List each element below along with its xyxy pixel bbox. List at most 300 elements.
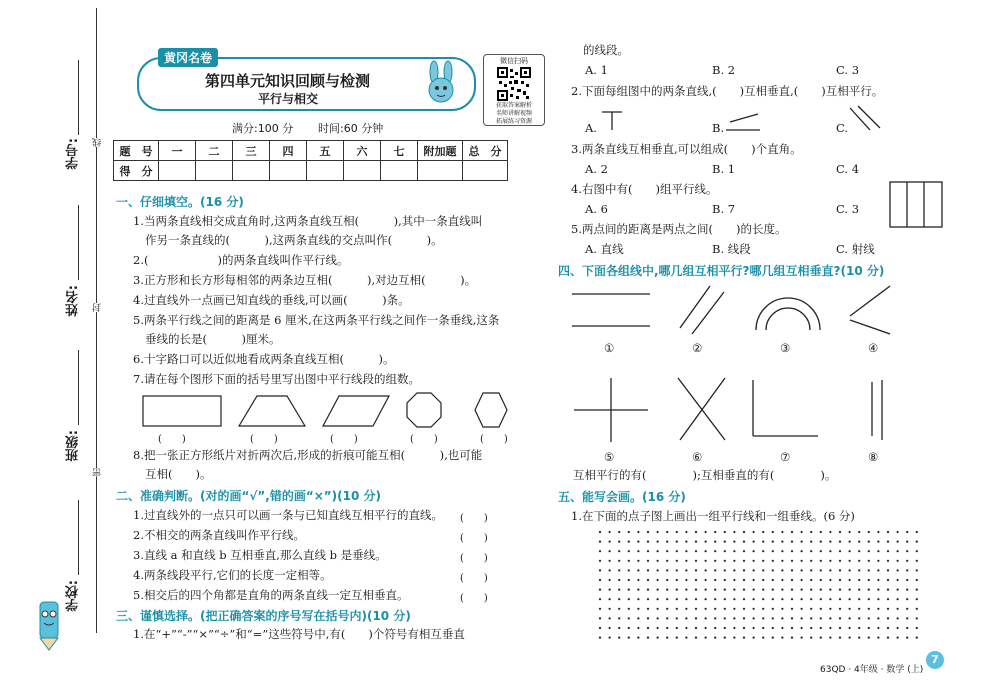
score-cell[interactable]: [270, 161, 307, 181]
grid-dot: [647, 531, 649, 533]
grid-dot: [791, 569, 793, 571]
s3-q5-opt-c[interactable]: C. 射线: [836, 242, 875, 256]
score-cell[interactable]: [463, 161, 508, 181]
grid-dot: [781, 589, 783, 591]
grid-dot: [628, 589, 630, 591]
grid-dot: [695, 531, 697, 533]
grid-dot: [810, 627, 812, 629]
grid-dot: [839, 531, 841, 533]
page-number: 7: [926, 651, 944, 669]
grid-dot: [733, 560, 735, 562]
grid-dot: [637, 589, 639, 591]
grid-dot: [753, 627, 755, 629]
grid-dot: [628, 550, 630, 552]
grid-dot: [628, 598, 630, 600]
s4-answer-line[interactable]: 互相平行的有( );互相垂直的有( )。: [573, 468, 837, 482]
grid-dot: [666, 589, 668, 591]
s3-q5-opt-a[interactable]: A. 直线: [585, 242, 624, 256]
grid-dot: [781, 579, 783, 581]
grid-dot: [820, 608, 822, 610]
score-table-score-row: [114, 161, 508, 181]
grid-dot: [657, 608, 659, 610]
grid-dot: [897, 541, 899, 543]
grid-dot: [753, 531, 755, 533]
grid-dot: [820, 627, 822, 629]
grid-dot: [609, 608, 611, 610]
grid-dot: [839, 541, 841, 543]
grid-dot: [628, 579, 630, 581]
s2-item-5: 5.相交后的四个角都是直角的两条直线一定互相垂直。: [133, 588, 409, 602]
grid-dot: [820, 569, 822, 571]
grid-dot: [618, 579, 620, 581]
grid-dot: [897, 627, 899, 629]
grid-dot: [666, 608, 668, 610]
s3-q2-opt-c[interactable]: C.: [836, 121, 849, 135]
score-cell[interactable]: [344, 161, 381, 181]
grid-dot: [695, 569, 697, 571]
score-cell[interactable]: [196, 161, 233, 181]
grid-dot: [916, 637, 918, 639]
grid-dot: [916, 589, 918, 591]
grid-dot: [772, 579, 774, 581]
s1-q6: 6.十字路口可以近似地看成两条直线互相( )。: [133, 352, 395, 366]
s3-q2-opt-b[interactable]: B.: [712, 121, 725, 135]
grid-dot: [849, 550, 851, 552]
s3-q3-opt-c[interactable]: C. 4: [836, 162, 860, 176]
grid-dot: [743, 531, 745, 533]
s1-q7-answer-1[interactable]: ( ): [158, 434, 186, 445]
grid-dot: [753, 550, 755, 552]
grid-dot: [916, 579, 918, 581]
grid-dot: [820, 560, 822, 562]
grid-dot: [647, 627, 649, 629]
grid-dot: [849, 617, 851, 619]
grid-dot: [618, 598, 620, 600]
dot-grid[interactable]: [596, 528, 926, 643]
s5-q1: 1.在下面的点子图上画出一组平行线和一组垂线。(6 分): [571, 509, 855, 523]
s4-label-3: ③: [780, 341, 791, 355]
score-cell[interactable]: [159, 161, 196, 181]
grid-dot: [829, 589, 831, 591]
score-cell[interactable]: [233, 161, 270, 181]
grid-dot: [858, 598, 860, 600]
grid-dot: [781, 627, 783, 629]
grid-dot: [733, 627, 735, 629]
score-row-label: 得 分: [114, 161, 159, 181]
s1-q4: 4.过直线外一点画已知直线的垂线,可以画( )条。: [133, 293, 410, 307]
grid-dot: [733, 550, 735, 552]
grid-dot: [801, 550, 803, 552]
grid-dot: [724, 589, 726, 591]
full-score: 满分:100 分: [232, 122, 294, 135]
grid-dot: [695, 550, 697, 552]
grid-dot: [637, 617, 639, 619]
grid-dot: [599, 531, 601, 533]
grid-dot: [676, 589, 678, 591]
grid-dot: [829, 598, 831, 600]
grid-dot: [877, 550, 879, 552]
grid-dot: [637, 560, 639, 562]
grid-dot: [810, 617, 812, 619]
s1-q7: 7.请在每个图形下面的括号里写出图中平行线段的组数。: [133, 372, 420, 386]
grid-dot: [666, 550, 668, 552]
grid-dot: [676, 531, 678, 533]
grid-dot: [733, 531, 735, 533]
grid-dot: [839, 637, 841, 639]
grid-dot: [647, 637, 649, 639]
grid-dot: [666, 617, 668, 619]
grid-dot: [801, 598, 803, 600]
grid-dot: [676, 627, 678, 629]
s3-q1b: 的线段。: [583, 43, 629, 57]
s4-label-5: ⑤: [604, 450, 615, 464]
s3-q3-opt-a[interactable]: A. 2: [585, 162, 608, 176]
grid-dot: [618, 569, 620, 571]
grid-dot: [868, 531, 870, 533]
grid-dot: [695, 541, 697, 543]
grid-dot: [897, 531, 899, 533]
grid-dot: [791, 560, 793, 562]
grid-dot: [609, 560, 611, 562]
grid-dot: [628, 627, 630, 629]
grid-dot: [705, 569, 707, 571]
s2-answer-2[interactable]: ( ): [460, 533, 488, 544]
grid-dot: [724, 560, 726, 562]
grid-dot: [714, 569, 716, 571]
grid-dot: [628, 569, 630, 571]
grid-dot: [628, 541, 630, 543]
grid-dot: [916, 560, 918, 562]
grid-dot: [599, 598, 601, 600]
grid-dot: [772, 550, 774, 552]
s1-q7-answer-3[interactable]: ( ): [330, 434, 358, 445]
grid-dot: [820, 598, 822, 600]
grid-dot: [810, 531, 812, 533]
grid-dot: [666, 627, 668, 629]
grid-dot: [877, 627, 879, 629]
trapezoid-shape: [239, 396, 305, 426]
grid-dot: [657, 541, 659, 543]
s2-answer-4[interactable]: ( ): [460, 573, 488, 584]
grid-dot: [839, 598, 841, 600]
grid-dot: [897, 598, 899, 600]
grid-dot: [791, 579, 793, 581]
pencil-mascot-icon: [30, 596, 70, 652]
grid-dot: [609, 579, 611, 581]
grid-dot: [829, 608, 831, 610]
grid-dot: [906, 589, 908, 591]
s3-q1-opt-a[interactable]: A. 1: [585, 63, 608, 77]
page-title: 第四单元知识回顾与检测: [205, 72, 371, 90]
grid-dot: [666, 541, 668, 543]
grid-dot: [887, 608, 889, 610]
grid-dot: [705, 608, 707, 610]
grid-dot: [829, 627, 831, 629]
section4-title: 四、下面各组线中,哪几组互相平行?哪几组互相垂直?(10 分): [558, 264, 885, 278]
grid-dot: [743, 550, 745, 552]
grid-dot: [887, 541, 889, 543]
grid-dot: [609, 541, 611, 543]
grid-dot: [801, 617, 803, 619]
grid-dot: [849, 579, 851, 581]
grid-dot: [685, 569, 687, 571]
grid-dot: [609, 627, 611, 629]
grid-dot: [839, 627, 841, 629]
group-8-parallel-vertical: [872, 380, 882, 440]
score-header-cell: 七: [381, 141, 418, 161]
s1-q3: 3.正方形和长方形每相邻的两条边互相( ),对边互相( )。: [133, 273, 477, 287]
grid-dot: [858, 541, 860, 543]
grid-dot: [743, 608, 745, 610]
grid-dot: [906, 579, 908, 581]
grid-dot: [772, 627, 774, 629]
grid-dot: [666, 598, 668, 600]
s2-item-1: 1.过直线外的一点只可以画一条与已知直线互相平行的直线。: [133, 508, 443, 522]
grid-dot: [743, 589, 745, 591]
qr-caption: 微信扫码: [500, 57, 528, 65]
grid-dot: [618, 531, 620, 533]
name-field[interactable]: [78, 205, 79, 280]
grid-dot: [637, 608, 639, 610]
grid-dot: [657, 550, 659, 552]
grid-dot: [868, 598, 870, 600]
grid-dot: [849, 627, 851, 629]
score-cell[interactable]: [307, 161, 344, 181]
grid-dot: [705, 560, 707, 562]
grid-dot: [714, 550, 716, 552]
grid-dot: [685, 608, 687, 610]
grid-dot: [858, 569, 860, 571]
s1-q8a: 8.把一张正方形纸片对折两次后,形成的折痕可能互相( ),也可能: [133, 448, 483, 462]
grid-dot: [781, 569, 783, 571]
s3-q4-opt-b[interactable]: B. 7: [712, 202, 736, 216]
grid-dot: [829, 560, 831, 562]
grid-dot: [820, 589, 822, 591]
grid-dot: [695, 579, 697, 581]
grid-dot: [724, 550, 726, 552]
grid-dot: [858, 550, 860, 552]
s3-q4-opt-a[interactable]: A. 6: [585, 202, 608, 216]
grid-dot: [849, 541, 851, 543]
s2-answer-3[interactable]: ( ): [460, 553, 488, 564]
score-cell[interactable]: [418, 161, 463, 181]
grid-dot: [906, 560, 908, 562]
grid-dot: [599, 637, 601, 639]
grid-dot: [849, 560, 851, 562]
grid-dot: [705, 598, 707, 600]
s3-q2-opt-a[interactable]: A.: [585, 121, 597, 135]
s3-q4-figure: [888, 180, 946, 230]
grid-dot: [868, 617, 870, 619]
grid-dot: [839, 608, 841, 610]
grid-dot: [829, 569, 831, 571]
grid-dot: [906, 627, 908, 629]
grid-dot: [877, 579, 879, 581]
grid-dot: [781, 637, 783, 639]
score-header-cell: 四: [270, 141, 307, 161]
grid-dot: [647, 608, 649, 610]
grid-dot: [599, 579, 601, 581]
grid-dot: [868, 627, 870, 629]
grid-dot: [849, 531, 851, 533]
grid-dot: [839, 560, 841, 562]
grid-dot: [666, 579, 668, 581]
grid-dot: [724, 637, 726, 639]
grid-dot: [801, 579, 803, 581]
grid-dot: [676, 637, 678, 639]
seal-mark-line: 线: [93, 138, 103, 147]
group-3-arcs: [756, 298, 820, 330]
school-label: 学校:: [66, 580, 81, 612]
grid-dot: [609, 531, 611, 533]
grid-dot: [609, 637, 611, 639]
grid-dot: [801, 541, 803, 543]
grid-dot: [753, 541, 755, 543]
grid-dot: [685, 560, 687, 562]
qr-code-box[interactable]: [483, 54, 545, 126]
grid-dot: [887, 550, 889, 552]
grid-dot: [753, 569, 755, 571]
grid-dot: [791, 531, 793, 533]
score-header-cell: 总 分: [463, 141, 508, 161]
grid-dot: [877, 531, 879, 533]
section5-title: 五、能写会画。(16 分): [558, 490, 686, 504]
score-header-cell: 一: [159, 141, 196, 161]
grid-dot: [714, 617, 716, 619]
grid-dot: [618, 550, 620, 552]
s1-q2: 2.( )的两条直线叫作平行线。: [133, 253, 349, 267]
grid-dot: [801, 637, 803, 639]
grid-dot: [685, 598, 687, 600]
grid-dot: [897, 637, 899, 639]
grid-dot: [685, 550, 687, 552]
s3-q1-opt-c[interactable]: C. 3: [836, 63, 860, 77]
grid-dot: [637, 541, 639, 543]
grid-dot: [906, 569, 908, 571]
score-header-cell: 附加题: [418, 141, 463, 161]
grid-dot: [743, 579, 745, 581]
grid-dot: [705, 541, 707, 543]
score-cell[interactable]: [381, 161, 418, 181]
grid-dot: [906, 608, 908, 610]
grid-dot: [820, 541, 822, 543]
grid-dot: [647, 569, 649, 571]
grid-dot: [887, 617, 889, 619]
grid-dot: [685, 531, 687, 533]
score-table: [113, 140, 508, 181]
grid-dot: [762, 560, 764, 562]
grid-dot: [772, 598, 774, 600]
s2-answer-5[interactable]: ( ): [460, 593, 488, 604]
id-field[interactable]: [78, 60, 79, 135]
grid-dot: [877, 617, 879, 619]
grid-dot: [762, 579, 764, 581]
grid-dot: [791, 541, 793, 543]
grid-dot: [637, 637, 639, 639]
grid-dot: [762, 608, 764, 610]
s4-line-groups: [560, 280, 920, 465]
grid-dot: [810, 589, 812, 591]
grid-dot: [628, 637, 630, 639]
grid-dot: [858, 560, 860, 562]
s4-label-2: ②: [692, 341, 703, 355]
grid-dot: [724, 579, 726, 581]
grid-dot: [839, 579, 841, 581]
s1-q5a: 5.两条平行线之间的距离是 6 厘米,在这两条平行线之间作一条垂线,这条: [133, 313, 500, 327]
grid-dot: [772, 531, 774, 533]
s1-q1a: 1.当两条直线相交成直角时,这两条直线互相( ),其中一条直线叫: [133, 214, 483, 228]
grid-dot: [599, 569, 601, 571]
grid-dot: [829, 531, 831, 533]
grid-dot: [714, 589, 716, 591]
s1-q7-answer-5[interactable]: ( ): [480, 434, 508, 445]
class-field[interactable]: [78, 350, 79, 425]
grid-dot: [810, 637, 812, 639]
s3-q3-opt-b[interactable]: B. 1: [712, 162, 736, 176]
grid-dot: [791, 598, 793, 600]
grid-dot: [676, 608, 678, 610]
grid-dot: [906, 541, 908, 543]
fig-b-line1: [730, 114, 758, 122]
score-table-header-row: [114, 141, 508, 161]
grid-dot: [753, 617, 755, 619]
grid-dot: [695, 608, 697, 610]
grid-dot: [753, 608, 755, 610]
grid-dot: [858, 589, 860, 591]
s1-q7-answer-4[interactable]: ( ): [410, 434, 438, 445]
grid-dot: [791, 608, 793, 610]
grid-dot: [820, 637, 822, 639]
grid-dot: [657, 598, 659, 600]
grid-dot: [637, 598, 639, 600]
grid-dot: [724, 531, 726, 533]
exam-time: 时间:60 分钟: [318, 122, 384, 135]
s3-q1-opt-b[interactable]: B. 2: [712, 63, 736, 77]
grid-dot: [666, 569, 668, 571]
grid-dot: [743, 569, 745, 571]
grid-dot: [762, 569, 764, 571]
grid-dot: [647, 550, 649, 552]
s3-q5-opt-b[interactable]: B. 线段: [712, 242, 751, 256]
grid-dot: [733, 589, 735, 591]
brand-logo: 黄冈名卷: [158, 48, 218, 67]
grid-dot: [781, 608, 783, 610]
s3-q2-figures: [600, 104, 890, 140]
grid-dot: [705, 617, 707, 619]
grid-dot: [887, 589, 889, 591]
s3-q4-opt-c[interactable]: C. 3: [836, 202, 860, 216]
grid-dot: [810, 608, 812, 610]
s4-label-6: ⑥: [692, 450, 703, 464]
grid-dot: [753, 598, 755, 600]
grid-dot: [839, 589, 841, 591]
grid-dot: [609, 617, 611, 619]
grid-dot: [628, 608, 630, 610]
school-field[interactable]: [78, 500, 79, 575]
grid-dot: [916, 541, 918, 543]
grid-dot: [724, 541, 726, 543]
grid-dot: [781, 617, 783, 619]
grid-dot: [916, 617, 918, 619]
s1-q7-answer-2[interactable]: ( ): [250, 434, 278, 445]
grid-dot: [916, 608, 918, 610]
s2-answer-1[interactable]: ( ): [460, 513, 488, 524]
s3-q4: 4.右图中有( )组平行线。: [571, 182, 718, 196]
grid-dot: [762, 550, 764, 552]
grid-dot: [599, 541, 601, 543]
grid-dot: [647, 541, 649, 543]
grid-dot: [781, 598, 783, 600]
